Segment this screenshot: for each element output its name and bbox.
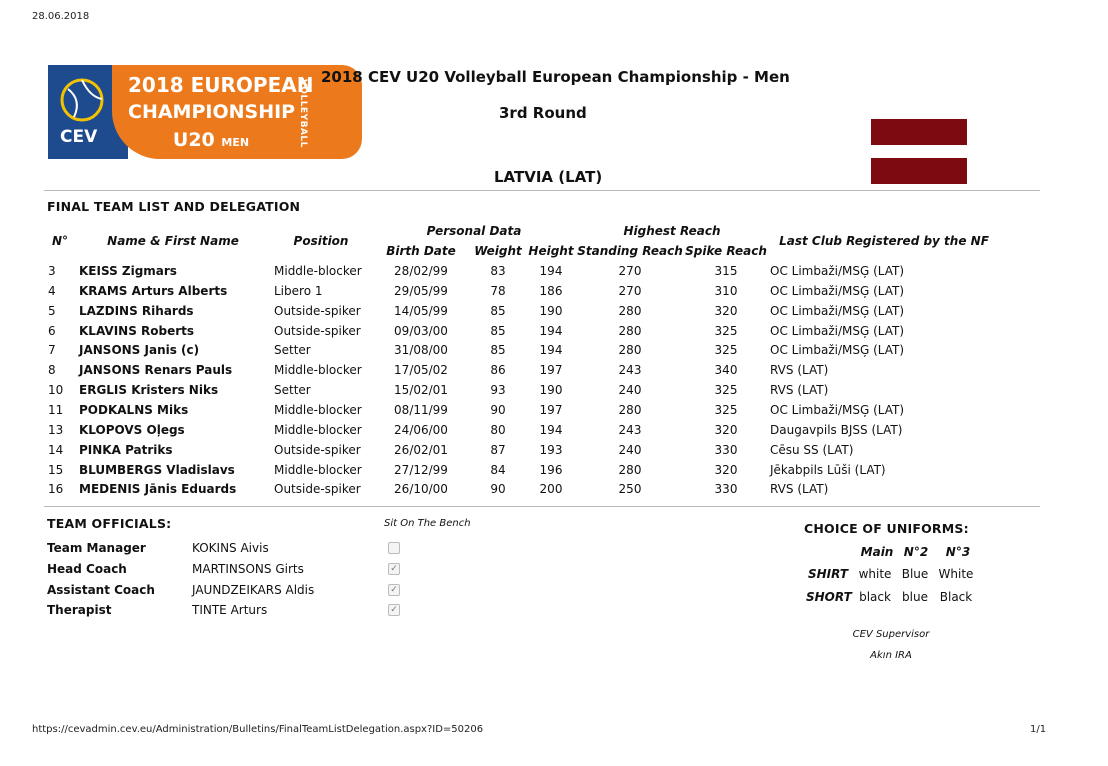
player-position: Middle-blocker: [274, 264, 362, 278]
player-position: Setter: [274, 383, 311, 398]
player-position: Middle-blocker: [274, 462, 362, 477]
player-name: PODKALNS Miks: [79, 402, 189, 417]
col-number: N°: [52, 234, 69, 248]
player-height: 186: [539, 283, 563, 298]
table-row: [0, 403, 1108, 423]
player-weight: 90: [490, 402, 506, 417]
uniform-header-2: N°2: [903, 545, 929, 559]
player-birth-date: 08/11/99: [394, 402, 448, 417]
player-position: Outside-spiker: [274, 482, 361, 497]
table-row: [0, 284, 1108, 304]
uniform-header-main: Main: [860, 545, 894, 559]
player-weight: 87: [490, 442, 506, 457]
official-row: [0, 541, 500, 561]
player-weight: 86: [490, 363, 506, 378]
player-height: 194: [539, 343, 563, 358]
uniform-shirt-3: White: [938, 567, 974, 581]
player-height: 193: [539, 442, 563, 457]
player-club: OC Limbaži/MSĢ (LAT): [770, 283, 905, 298]
divider: [44, 506, 1040, 507]
table-row: [0, 463, 1108, 483]
logo-line-3: [128, 129, 294, 151]
player-spike-reach: 320: [714, 462, 738, 477]
player-weight: 85: [490, 323, 506, 338]
player-number: 15: [48, 462, 64, 477]
player-standing-reach: 243: [618, 422, 642, 437]
player-standing-reach: 280: [618, 402, 642, 417]
uniforms-title: CHOICE OF UNIFORMS:: [804, 521, 969, 536]
player-position: Outside-spiker: [274, 323, 361, 338]
player-weight: 80: [490, 422, 506, 437]
logo-side-text: VOLLEYBALL: [298, 79, 308, 148]
col-club: Last Club Registered by the NF: [779, 234, 989, 248]
print-date: 28.06.2018: [32, 11, 90, 22]
player-birth-date: 26/02/01: [394, 442, 448, 457]
player-birth-date: 28/02/99: [394, 264, 448, 278]
bench-checkbox[interactable]: [388, 542, 400, 554]
logo-u20: U20: [172, 129, 215, 151]
player-standing-reach: 270: [618, 283, 642, 298]
player-height: 194: [539, 264, 563, 278]
official-row: [0, 603, 500, 623]
player-number: 16: [48, 482, 64, 497]
official-role: Head Coach: [47, 561, 127, 576]
player-position: Middle-blocker: [274, 363, 362, 378]
print-url: https://cevadmin.cev.eu/Administration/Bulletins/FinalTeamListDelegation.aspx?ID=50206: [32, 724, 484, 735]
player-position: Setter: [274, 343, 311, 358]
player-weight: 78: [490, 283, 506, 298]
player-weight: 90: [490, 482, 506, 497]
uniform-short-label: SHORT: [806, 590, 852, 604]
round-label: 3rd Round: [499, 104, 587, 122]
player-spike-reach: 315: [714, 264, 738, 278]
page-number: 1/1: [1030, 724, 1047, 735]
logo-line-1: 2018 EUROPEAN: [128, 73, 314, 97]
col-position: Position: [293, 234, 349, 248]
officials-title: TEAM OFFICIALS:: [47, 516, 172, 531]
official-row: [0, 562, 500, 582]
player-height: 197: [539, 402, 563, 417]
player-number: 13: [48, 422, 64, 437]
player-birth-date: 09/03/00: [394, 323, 448, 338]
col-birth-date: Birth Date: [386, 244, 456, 258]
player-club: Daugavpils BJSS (LAT): [770, 422, 903, 437]
player-birth-date: 24/06/00: [394, 422, 448, 437]
player-club: RVS (LAT): [770, 482, 829, 497]
player-spike-reach: 330: [714, 482, 738, 497]
flag-stripe-bottom: [871, 158, 967, 184]
player-position: Libero 1: [274, 283, 323, 298]
player-standing-reach: 270: [618, 264, 642, 278]
player-number: 3: [48, 264, 56, 278]
col-name: Name & First Name: [107, 234, 239, 248]
player-spike-reach: 320: [714, 303, 738, 318]
player-birth-date: 26/10/00: [394, 482, 448, 497]
table-row: [0, 264, 1108, 284]
player-position: Outside-spiker: [274, 303, 361, 318]
player-club: OC Limbaži/MSĢ (LAT): [770, 264, 905, 278]
player-weight: 85: [490, 343, 506, 358]
player-name: KEISS Zigmars: [79, 264, 177, 278]
team-name: LATVIA (LAT): [494, 168, 603, 186]
flag-stripe-top: [871, 119, 967, 145]
col-personal-data: Personal Data: [426, 224, 522, 238]
bench-checkbox[interactable]: ✓: [388, 584, 400, 596]
table-row: [0, 443, 1108, 463]
col-highest-reach: Highest Reach: [623, 224, 721, 238]
player-position: Outside-spiker: [274, 442, 361, 457]
player-number: 6: [48, 323, 56, 338]
col-weight: Weight: [474, 244, 522, 258]
uniform-shirt-label: SHIRT: [808, 567, 849, 581]
official-name: TINTE Arturs: [192, 603, 268, 618]
player-spike-reach: 310: [714, 283, 738, 298]
player-standing-reach: 240: [618, 442, 642, 457]
player-number: 5: [48, 303, 56, 318]
volleyball-icon: [54, 75, 110, 125]
player-spike-reach: 330: [714, 442, 738, 457]
player-weight: 85: [490, 303, 506, 318]
official-name: MARTINSONS Girts: [192, 561, 304, 576]
player-weight: 93: [490, 383, 506, 398]
player-name: KRAMS Arturs Alberts: [79, 283, 228, 298]
table-row: [0, 482, 1108, 502]
uniform-short-2: blue: [902, 590, 928, 604]
player-height: 194: [539, 323, 563, 338]
player-standing-reach: 280: [618, 343, 642, 358]
player-club: OC Limbaži/MSĢ (LAT): [770, 343, 905, 358]
divider: [44, 190, 1040, 191]
player-birth-date: 27/12/99: [394, 462, 448, 477]
player-height: 200: [539, 482, 563, 497]
official-role: Therapist: [47, 603, 112, 618]
player-spike-reach: 320: [714, 422, 738, 437]
player-height: 194: [539, 422, 563, 437]
official-role: Team Manager: [47, 541, 146, 555]
table-row: [0, 383, 1108, 403]
bench-checkbox[interactable]: ✓: [388, 563, 400, 575]
player-name: JANSONS Renars Pauls: [79, 363, 233, 378]
player-weight: 84: [490, 462, 506, 477]
player-number: 14: [48, 442, 64, 457]
player-club: OC Limbaži/MSĢ (LAT): [770, 402, 905, 417]
col-height: Height: [528, 244, 574, 258]
col-standing-reach: Standing Reach: [577, 244, 683, 258]
official-role: Assistant Coach: [47, 582, 155, 597]
uniform-shirt-main: white: [858, 567, 892, 581]
player-spike-reach: 325: [714, 402, 738, 417]
player-club: OC Limbaži/MSĢ (LAT): [770, 303, 905, 318]
player-club: OC Limbaži/MSĢ (LAT): [770, 323, 905, 338]
player-spike-reach: 325: [714, 343, 738, 358]
player-birth-date: 31/08/00: [394, 343, 448, 358]
player-height: 197: [539, 363, 563, 378]
player-name: LAZDINS Rihards: [79, 303, 194, 318]
bench-checkbox[interactable]: ✓: [388, 604, 400, 616]
player-name: KLOPOVS Oļegs: [79, 422, 185, 437]
table-row: [0, 324, 1108, 344]
table-row: [0, 423, 1108, 443]
player-position: Middle-blocker: [274, 402, 362, 417]
supervisor-label: CEV Supervisor: [852, 629, 930, 640]
player-club: Jēkabpils Lūši (LAT): [770, 462, 886, 477]
player-number: 11: [48, 402, 64, 417]
col-spike-reach: Spike Reach: [685, 244, 767, 258]
championship-logo: [48, 65, 314, 159]
logo-line-2: CHAMPIONSHIP: [128, 101, 296, 123]
uniform-short-main: black: [859, 590, 891, 604]
official-name: KOKINS Aivis: [192, 541, 269, 555]
page-title: 2018 CEV U20 Volleyball European Championship - Men: [321, 68, 790, 86]
player-birth-date: 14/05/99: [394, 303, 448, 318]
player-club: Cēsu SS (LAT): [770, 442, 854, 457]
section-title: FINAL TEAM LIST AND DELEGATION: [47, 199, 301, 214]
player-height: 196: [539, 462, 563, 477]
supervisor-name: Akın IRA: [870, 650, 912, 661]
table-row: [0, 363, 1108, 383]
player-spike-reach: 325: [714, 383, 738, 398]
player-name: MEDENIS Jānis Eduards: [79, 482, 237, 497]
player-height: 190: [539, 383, 563, 398]
logo-brand: CEV: [60, 127, 98, 147]
player-number: 4: [48, 283, 56, 298]
player-standing-reach: 280: [618, 323, 642, 338]
bench-label: Sit On The Bench: [384, 518, 471, 529]
uniform-header-3: N°3: [945, 545, 971, 559]
player-club: RVS (LAT): [770, 363, 829, 378]
player-standing-reach: 250: [618, 482, 642, 497]
player-number: 10: [48, 383, 64, 398]
uniform-shirt-2: Blue: [901, 567, 929, 581]
player-birth-date: 15/02/01: [394, 383, 448, 398]
player-standing-reach: 240: [618, 383, 642, 398]
player-standing-reach: 280: [618, 303, 642, 318]
official-row: [0, 583, 500, 603]
player-height: 190: [539, 303, 563, 318]
player-club: RVS (LAT): [770, 383, 829, 398]
logo-men: MEN: [221, 136, 250, 149]
player-name: BLUMBERGS Vladislavs: [79, 462, 235, 477]
player-position: Middle-blocker: [274, 422, 362, 437]
player-number: 7: [48, 343, 56, 358]
player-name: PINKA Patriks: [79, 442, 173, 457]
player-birth-date: 29/05/99: [394, 283, 448, 298]
player-standing-reach: 280: [618, 462, 642, 477]
player-spike-reach: 325: [714, 323, 738, 338]
table-row: [0, 304, 1108, 324]
player-spike-reach: 340: [714, 363, 738, 378]
official-name: JAUNDZEIKARS Aldis: [192, 582, 315, 597]
player-name: ERGLIS Kristers Niks: [79, 383, 219, 398]
player-standing-reach: 243: [618, 363, 642, 378]
player-number: 8: [48, 363, 56, 378]
table-row: [0, 343, 1108, 363]
player-name: JANSONS Janis (c): [79, 343, 200, 358]
uniform-short-3: Black: [939, 590, 973, 604]
player-birth-date: 17/05/02: [394, 363, 448, 378]
player-weight: 83: [490, 264, 506, 278]
player-name: KLAVINS Roberts: [79, 323, 195, 338]
